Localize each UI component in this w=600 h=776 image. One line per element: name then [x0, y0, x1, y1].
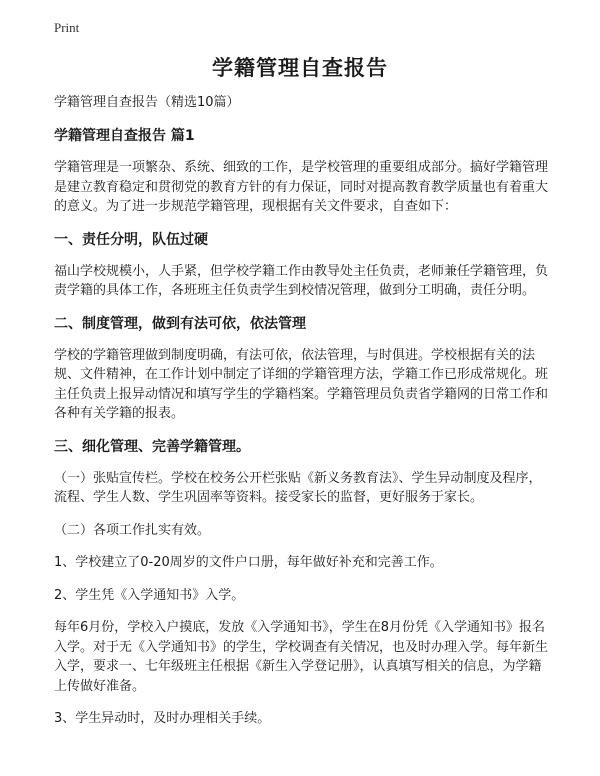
paragraph: 学校的学籍管理做到制度明确，有法可依，依法管理，与时俱进。学校根据有关的法规、文件精神，在工作计划中制定了详细的学籍管理方法，学籍工作已形成常规化。班主任负责上报异动情况和填写学生的学籍档案。学籍管理员负责省学籍网的日常工作和各种有关学籍的报表。 — [54, 347, 549, 421]
paragraph: 学籍管理是一项繁杂、系统、细致的工作，是学校管理的重要组成部分。搞好学籍管理是建立教育稳定和贯彻党的教育方针的有力保证，同时对提高教育教学质量也有着重大的意义。为了进一步规范学籍管理，现根据有关文件要求，自查如下： — [54, 160, 549, 214]
document-subtitle: 学籍管理自查报告（精选10篇） — [54, 95, 240, 110]
document-body — [54, 94, 548, 742]
section-heading: 一、责任分明，队伍过硬 — [54, 231, 208, 248]
paragraph: 2、学生凭《入学通知书》入学。 — [54, 587, 245, 603]
article-heading: 学籍管理自查报告 篇1 — [54, 128, 195, 144]
paragraph: （二）各项工作扎实有效。 — [54, 522, 211, 538]
paragraph: 1、学校建立了0-20周岁的文件户口册，每年做好补充和完善工作。 — [54, 555, 443, 570]
paragraph: 3、学生异动时，及时办理相关手续。 — [54, 711, 271, 726]
section-heading: 三、细化管理、完善学籍管理。 — [54, 438, 250, 455]
paragraph: （一）张贴宣传栏。学校在校务公开栏张贴《新义务教育法》、学生异动制度及程序，流程、学生人数、学生巩固率等资料。接受家长的监督，更好服务于家长。 — [54, 470, 542, 505]
paragraph: 每年6月份，学校入户摸底，发放《入学通知书》，学生在8月份凭《入学通知书》报名入学。对于无《入学通知书》的学生，学校调查有关情况，也及时办理入学。每年新生入学，要求一、七年级班主任根据《新生入学登记册》，认真填写相关的信息，为学籍上传做好准备。 — [54, 620, 549, 694]
paragraph: 福山学校规模小，人手紧，但学校学籍工作由教导处主任负责，老师兼任学籍管理，负责学籍的具体工作，各班班主任负责学生到校情况管理，做到分工明确，责任分明。 — [54, 263, 549, 298]
section-heading: 二、制度管理，做到有法可依，依法管理 — [54, 315, 306, 332]
page-title: 学籍管理自查报告 — [212, 56, 388, 80]
print-link[interactable]: Print — [54, 20, 80, 35]
